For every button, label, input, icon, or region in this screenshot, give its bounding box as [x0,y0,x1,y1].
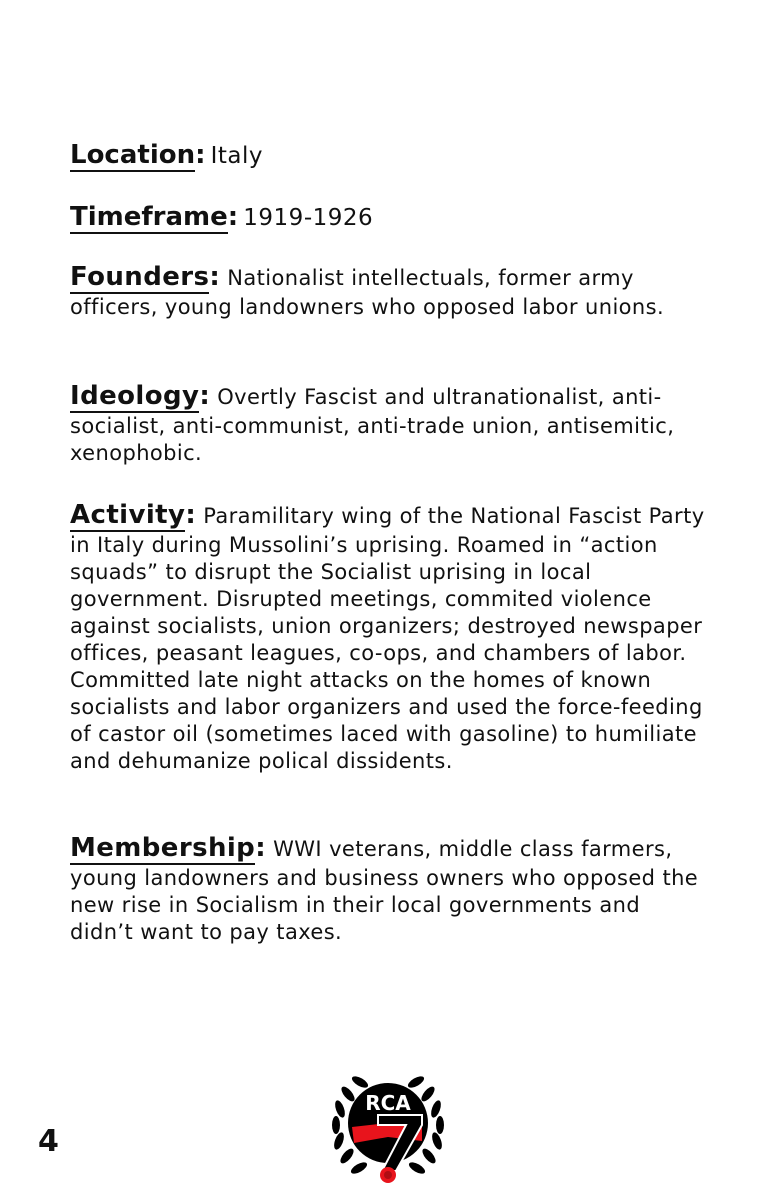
ideology-entry [70,383,710,467]
timeframe-entry [70,202,710,234]
timeframe-value: 1919-1926 [243,205,374,231]
ideology-colon: : [199,381,211,411]
membership-label: Membership [70,835,255,865]
timeframe-label: Timeframe [70,204,228,234]
membership-entry [70,835,710,946]
logo-text: RCA [365,1091,411,1115]
activity-text: Paramilitary wing of the National Fascist Party in Italy during Mussolini’s uprising. Roamed in “action squads” to disrupt the Socialist uprising in local government. Disrupted meetings, commited violence against socialists, union organizers; destroyed newspaper offices, peasant leagues, co-ops, and chambers of labor. Committed late night attacks on the homes of known socialists and labor organizers and used the force-feeding of castor oil (sometimes laced with gasoline) to humiliate and dehumanize polical dissidents. [70,504,705,774]
membership-colon: : [255,833,266,863]
founders-entry [70,264,710,321]
founders-text: Nationalist intellectuals, former army officers, young landowners who opposed labor unions. [70,266,665,320]
location-value: Italy [210,143,264,169]
ideology-text: Overtly Fascist and ultranationalist, anti-socialist, anti-communist, anti-trade union, antisemitic, xenophobic. [70,385,675,466]
timeframe-colon: : [227,202,239,232]
location-colon: : [195,140,206,170]
founders-colon: : [209,262,221,292]
founders-label: Founders [70,264,209,294]
location-entry [70,140,710,172]
activity-colon: : [185,500,197,530]
rca-logo [326,1063,450,1187]
location-label: Location [70,142,195,172]
membership-text: WWI veterans, middle class farmers, young landowners and business owners who opposed the new rise in Socialism in their local governments and didn’t want to pay taxes. [70,837,699,945]
activity-label: Activity [70,502,185,532]
page-number: 4 [38,1124,59,1159]
ideology-label: Ideology [70,383,199,413]
activity-entry [70,502,710,775]
